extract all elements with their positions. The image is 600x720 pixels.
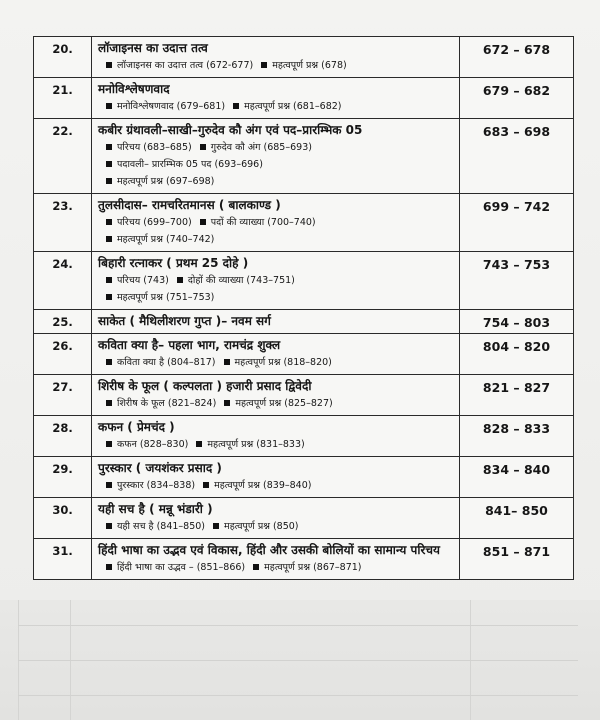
subtopic-line [98, 156, 453, 173]
subtopic-line [98, 477, 453, 494]
square-bullet-icon [106, 523, 112, 529]
subtopic-line [98, 173, 453, 190]
chapter-number: 28. [34, 416, 92, 457]
subtopic-line [98, 214, 453, 231]
toc-row [34, 194, 574, 252]
subtopic-item: महत्वपूर्ण प्रश्न (751–753) [117, 292, 215, 303]
square-bullet-icon [200, 144, 206, 150]
square-bullet-icon [106, 236, 112, 242]
square-bullet-icon [106, 294, 112, 300]
chapter-title: यही सच है ( मन्नू भंडारी ) [98, 502, 213, 516]
subtopic-line [98, 231, 453, 248]
chapter-title: हिंदी भाषा का उद्भव एवं विकास, हिंदी और उसकी बोलियों का सामान्य परिचय [98, 543, 440, 557]
subtopic-item: पुरस्कार (834–838) [117, 480, 196, 491]
chapter-number: 24. [34, 252, 92, 310]
toc-row [34, 334, 574, 375]
square-bullet-icon [106, 144, 112, 150]
subtopic-line [98, 518, 453, 535]
chapter-number: 30. [34, 498, 92, 539]
page-range: 672 – 678 [460, 37, 574, 78]
page-range: 834 – 840 [460, 457, 574, 498]
chapter-number: 22. [34, 119, 92, 194]
toc-row [34, 78, 574, 119]
subtopic-line [98, 57, 453, 74]
subtopic-item: परिचय (699–700) [117, 217, 192, 228]
chapter-number: 31. [34, 539, 92, 580]
chapter-content [92, 78, 460, 119]
chapter-content [92, 498, 460, 539]
toc-row [34, 310, 574, 334]
toc-row [34, 375, 574, 416]
square-bullet-icon [203, 482, 209, 488]
page-range: 699 – 742 [460, 194, 574, 252]
page-range: 851 – 871 [460, 539, 574, 580]
page-range: 821 – 827 [460, 375, 574, 416]
chapter-content [92, 375, 460, 416]
square-bullet-icon [106, 482, 112, 488]
subtopic-item: पदावली– प्रारम्भिक 05 पद (693–696) [117, 159, 263, 170]
chapter-title: कबीर ग्रंथावली–साखी–गुरुदेव कौ अंग एवं पद–प्रारम्भिक 05 [98, 123, 363, 137]
chapter-number: 29. [34, 457, 92, 498]
subtopic-line [98, 436, 453, 453]
chapter-content [92, 457, 460, 498]
page-range: 754 – 803 [460, 310, 574, 334]
subtopic-item: महत्वपूर्ण प्रश्न (825–827) [235, 398, 333, 409]
toc-row [34, 457, 574, 498]
square-bullet-icon [106, 219, 112, 225]
chapter-content [92, 252, 460, 310]
chapter-content [92, 194, 460, 252]
chapter-title: कविता क्या है– पहला भाग, रामचंद्र शुक्ल [98, 338, 281, 352]
subtopic-line [98, 289, 453, 306]
chapter-title: लॉजाइनस का उदात्त तत्व [98, 41, 208, 55]
subtopic-line [98, 139, 453, 156]
square-bullet-icon [233, 103, 239, 109]
chapter-content [92, 119, 460, 194]
subtopic-item: महत्वपूर्ण प्रश्न (839–840) [214, 480, 312, 491]
toc-row [34, 539, 574, 580]
subtopic-item: दोहों की व्याख्या (743–751) [187, 275, 295, 286]
chapter-content [92, 310, 460, 334]
subtopic-item: हिंदी भाषा का उद्भव – (851–866) [117, 562, 246, 573]
toc-row [34, 37, 574, 78]
chapter-title: बिहारी रत्नाकर ( प्रथम 25 दोहे ) [98, 256, 249, 270]
subtopic-item: महत्वपूर्ण प्रश्न (831–833) [207, 439, 305, 450]
square-bullet-icon [106, 178, 112, 184]
square-bullet-icon [106, 161, 112, 167]
chapter-number: 21. [34, 78, 92, 119]
subtopic-item: लॉजाइनस का उदात्त तत्व (672-677) [117, 60, 254, 71]
chapter-title: साकेत ( मैथिलीशरण गुप्त )– नवम सर्ग [98, 314, 271, 328]
square-bullet-icon [106, 441, 112, 447]
table-of-contents [33, 36, 574, 580]
square-bullet-icon [106, 62, 112, 68]
square-bullet-icon [261, 62, 267, 68]
square-bullet-icon [177, 277, 183, 283]
subtopic-item: महत्वपूर्ण प्रश्न (678) [272, 60, 347, 71]
chapter-title: मनोविश्लेषणवाद [98, 82, 170, 96]
page-range: 679 – 682 [460, 78, 574, 119]
chapter-title: कफन ( प्रेमचंद ) [98, 420, 175, 434]
square-bullet-icon [196, 441, 202, 447]
chapter-number: 27. [34, 375, 92, 416]
subtopic-item: यही सच है (841–850) [117, 521, 206, 532]
chapter-title: पुरस्कार ( जयशंकर प्रसाद ) [98, 461, 222, 475]
chapter-content [92, 539, 460, 580]
square-bullet-icon [213, 523, 219, 529]
chapter-title: तुलसीदास– रामचरितमानस ( बालकाण्ड ) [98, 198, 281, 212]
subtopic-item: कफन (828–830) [117, 439, 189, 450]
chapter-number: 25. [34, 310, 92, 334]
square-bullet-icon [106, 277, 112, 283]
subtopic-item: मनोविश्लेषणवाद (679–681) [117, 101, 226, 112]
subtopic-item: परिचय (743) [117, 275, 169, 286]
square-bullet-icon [106, 564, 112, 570]
toc-row [34, 252, 574, 310]
subtopic-line [98, 98, 453, 115]
page-range: 743 – 753 [460, 252, 574, 310]
subtopic-line [98, 395, 453, 412]
chapter-content [92, 334, 460, 375]
square-bullet-icon [253, 564, 259, 570]
square-bullet-icon [224, 400, 230, 406]
subtopic-item: महत्वपूर्ण प्रश्न (867–871) [264, 562, 362, 573]
toc-row [34, 416, 574, 457]
subtopic-line [98, 272, 453, 289]
toc-row [34, 498, 574, 539]
chapter-content [92, 416, 460, 457]
square-bullet-icon [106, 359, 112, 365]
square-bullet-icon [224, 359, 230, 365]
subtopic-item: महत्वपूर्ण प्रश्न (697–698) [117, 176, 215, 187]
subtopic-item: महत्वपूर्ण प्रश्न (681–682) [244, 101, 342, 112]
subtopic-item: महत्वपूर्ण प्रश्न (850) [224, 521, 299, 532]
subtopic-line [98, 354, 453, 371]
chapter-number: 20. [34, 37, 92, 78]
subtopic-item: महत्वपूर्ण प्रश्न (740–742) [117, 234, 215, 245]
page-range: 683 – 698 [460, 119, 574, 194]
subtopic-line [98, 559, 453, 576]
chapter-number: 26. [34, 334, 92, 375]
subtopic-item: कविता क्या है (804–817) [117, 357, 216, 368]
subtopic-item: शिरीष के फूल (821–824) [117, 398, 217, 409]
subtopic-item: पदों की व्याख्या (700–740) [210, 217, 316, 228]
toc-row [34, 119, 574, 194]
chapter-title: शिरीष के फूल ( कल्पलता ) हजारी प्रसाद द्विवेदी [98, 379, 312, 393]
square-bullet-icon [106, 103, 112, 109]
subtopic-item: गुरुदेव कौ अंग (685–693) [210, 142, 312, 153]
subtopic-item: परिचय (683–685) [117, 142, 192, 153]
chapter-number: 23. [34, 194, 92, 252]
page-range: 841– 850 [460, 498, 574, 539]
chapter-content [92, 37, 460, 78]
subtopic-item: महत्वपूर्ण प्रश्न (818–820) [234, 357, 332, 368]
next-page-bleed-through [0, 600, 600, 720]
page-range: 804 – 820 [460, 334, 574, 375]
square-bullet-icon [106, 400, 112, 406]
square-bullet-icon [200, 219, 206, 225]
page-range: 828 – 833 [460, 416, 574, 457]
